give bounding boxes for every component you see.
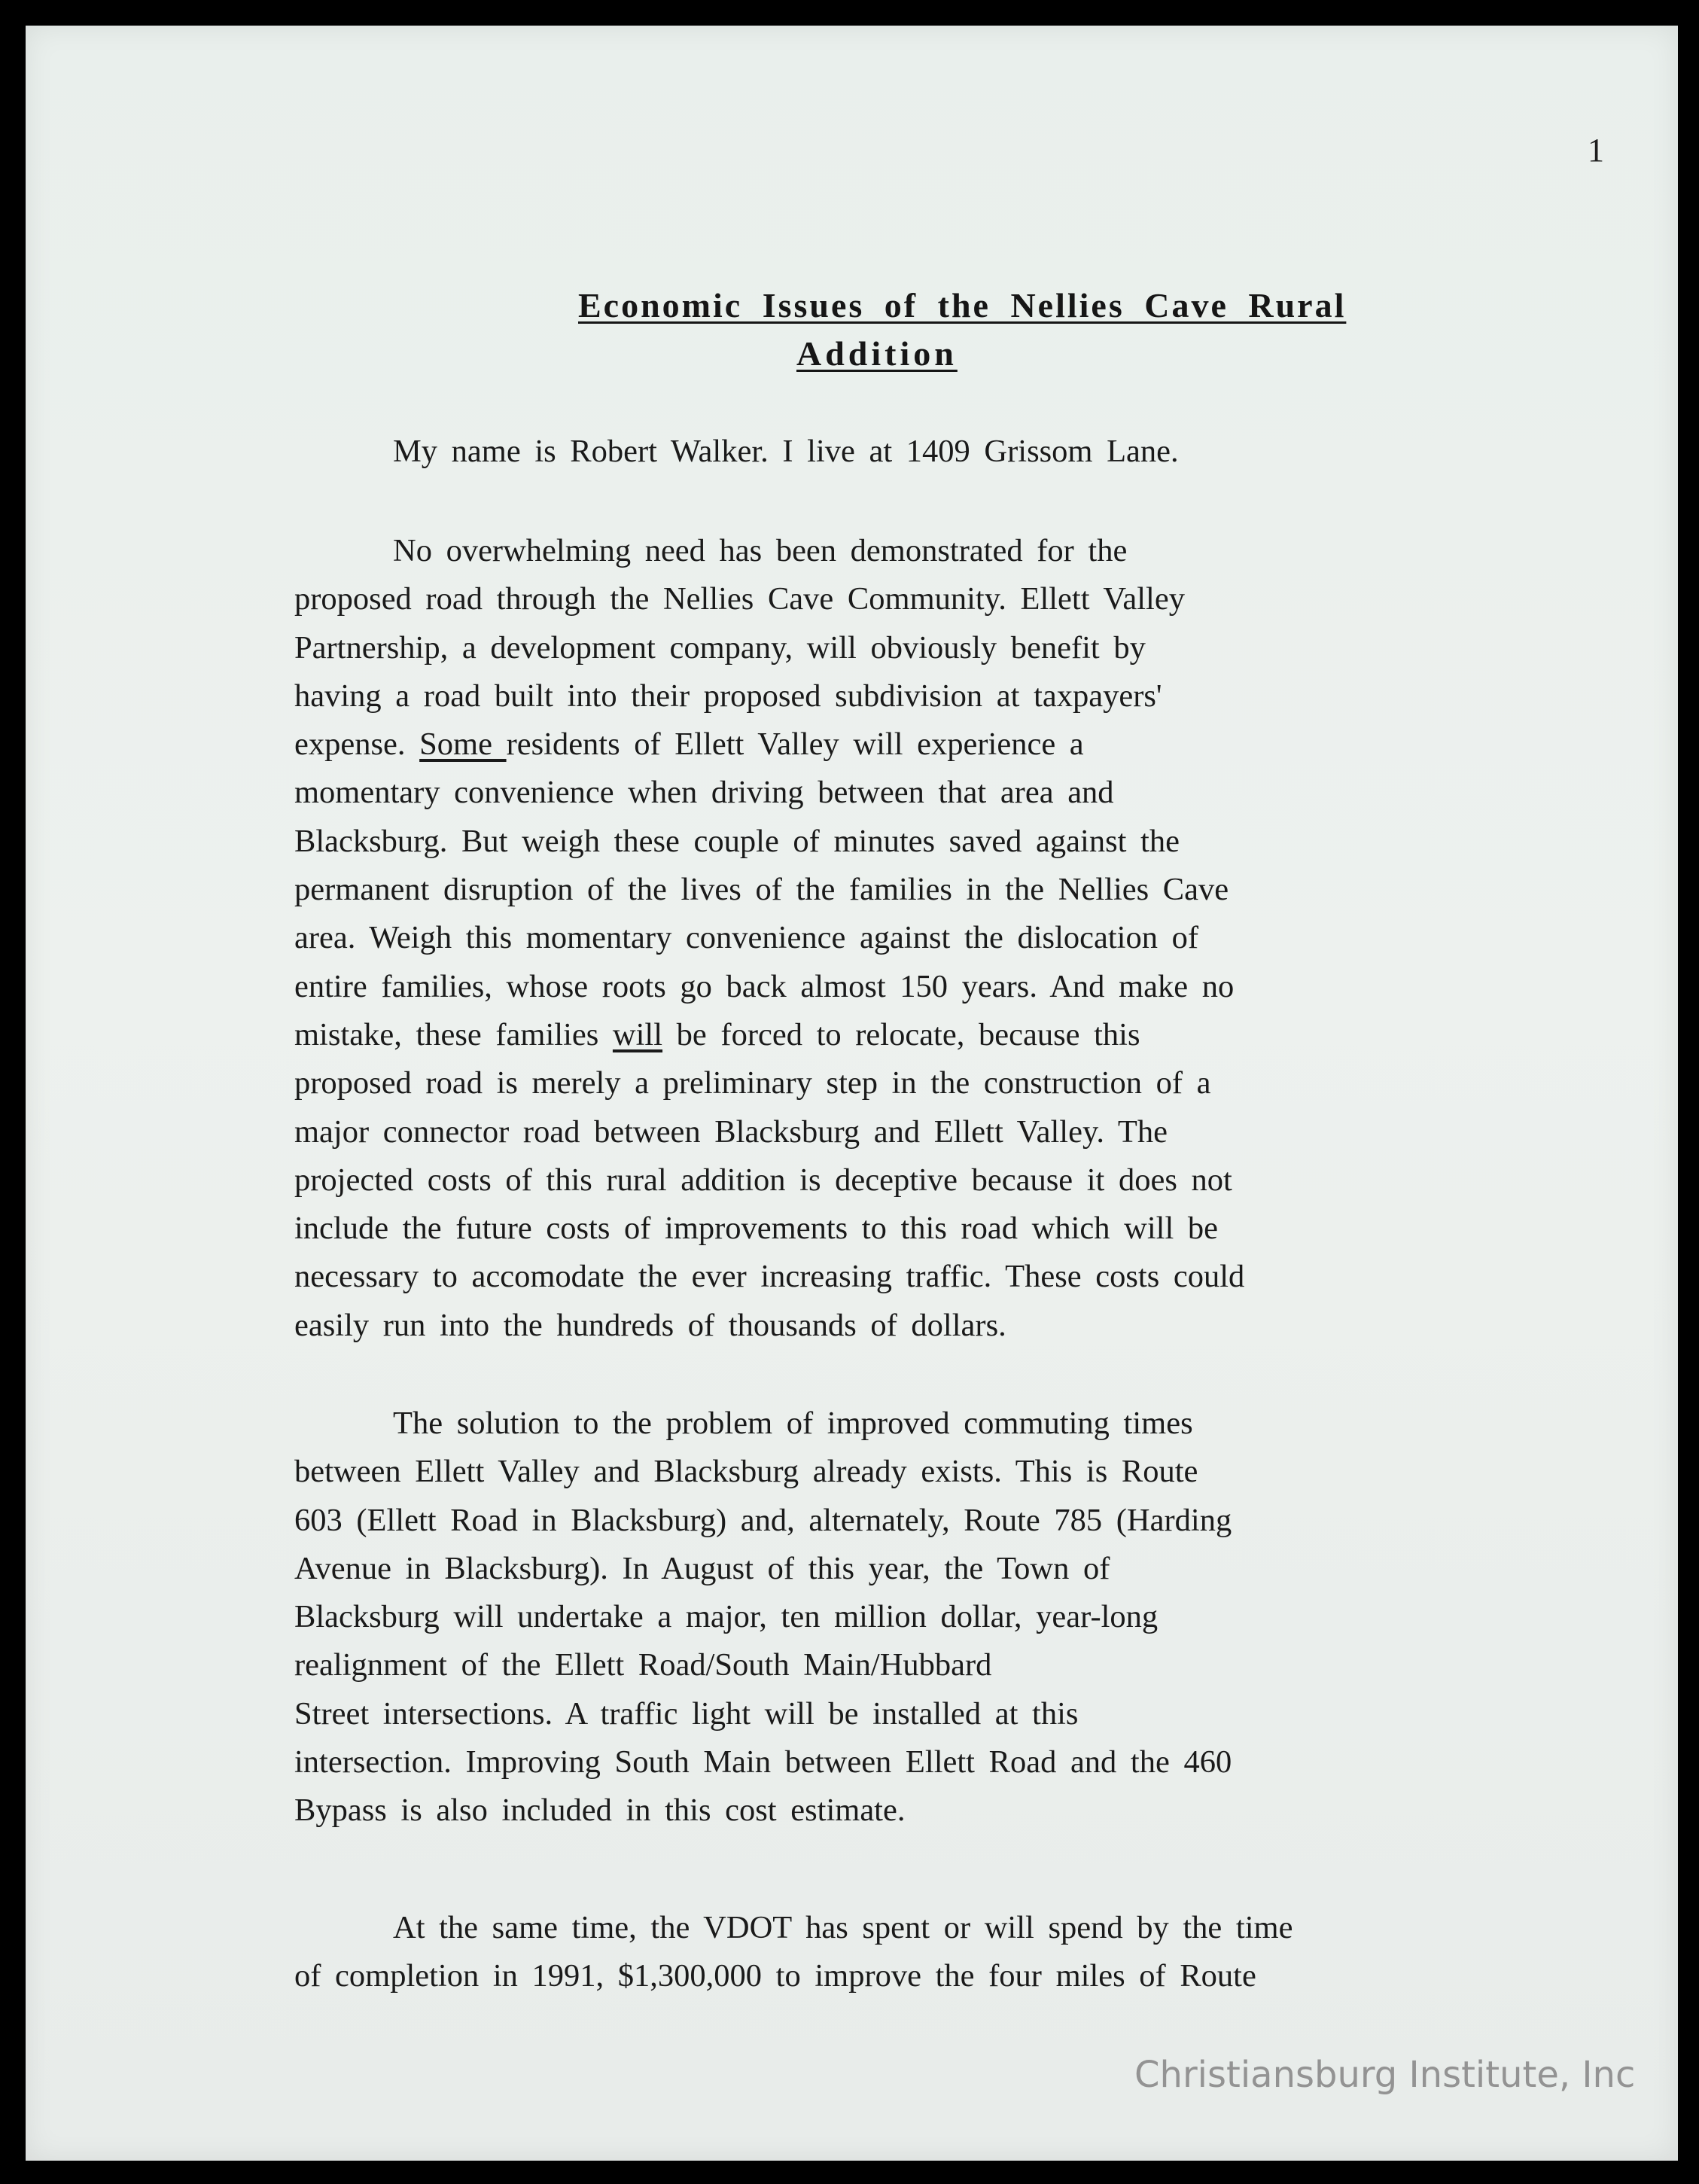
paragraph-line: Street intersections. A traffic light will be installed at this xyxy=(294,1695,1079,1732)
title-line-1: Economic Issues of the Nellies Cave Rural xyxy=(578,286,1347,324)
paragraph-line: At the same time, the VDOT has spent or will spend by the time xyxy=(393,1910,1293,1945)
line-segment: mistake, these families xyxy=(294,1016,613,1052)
paragraph-line: major connector road between Blacksburg and Ellett Valley. The xyxy=(294,1113,1168,1150)
paragraph-line: intersection. Improving South Main between Ellett Road and the 460 xyxy=(294,1744,1232,1780)
paragraph-line: necessary to accomodate the ever increasing traffic. These costs could xyxy=(294,1259,1245,1295)
watermark: Christiansburg Institute, Inc xyxy=(1134,2054,1636,2096)
paragraph-1 xyxy=(294,527,1469,1350)
line-segment: expense. xyxy=(294,726,420,763)
paragraph-line: entire families, whose roots go back almost 150 years. And make no xyxy=(294,968,1235,1004)
paragraph-2 xyxy=(294,1400,1469,1835)
intro-line: My name is Robert Walker. I live at 1409 Grissom Lane. xyxy=(393,434,1179,469)
paragraph-line: momentary convenience when driving between that area and xyxy=(294,775,1114,811)
paragraph-line: include the future costs of improvements to this road which will be xyxy=(294,1211,1218,1247)
paragraph-line: projected costs of this rural addition is deceptive because it does not xyxy=(294,1162,1232,1198)
paragraph-line: proposed road is merely a preliminary step in the construction of a xyxy=(294,1065,1211,1101)
paragraph-line: having a road built into their proposed subdivision at taxpayers' xyxy=(294,678,1162,714)
page-number: 1 xyxy=(1588,132,1604,169)
paragraph-line: easily run into the hundreds of thousands of dollars. xyxy=(294,1307,1006,1343)
paragraph-line: The solution to the problem of improved commuting times xyxy=(393,1406,1193,1441)
paragraph-line: between Ellett Valley and Blacksburg already exists. This is Route xyxy=(294,1454,1198,1490)
paragraph-line: of completion in 1991, $1,300,000 to improve the four miles of Route xyxy=(294,1958,1256,1994)
paragraph-line: Partnership, a development company, will obviously benefit by xyxy=(294,629,1146,666)
paragraph-line: permanent disruption of the lives of the families in the Nellies Cave xyxy=(294,872,1229,908)
underlined-word: will xyxy=(612,1016,663,1052)
line-segment: be forced to relocate, because this xyxy=(662,1016,1140,1052)
paragraph-line: No overwhelming need has been demonstrated for the xyxy=(393,533,1128,568)
paragraph-line xyxy=(294,1011,1469,1059)
document-title xyxy=(574,282,1394,378)
paragraph-line xyxy=(294,720,1469,769)
paragraph-line: area. Weigh this momentary convenience against the dislocation of xyxy=(294,920,1199,956)
document-page xyxy=(26,26,1678,2161)
paragraph-line: proposed road through the Nellies Cave Community. Ellett Valley xyxy=(294,581,1185,617)
intro-paragraph xyxy=(294,428,1469,476)
paragraph-line: Bypass is also included in this cost estimate. xyxy=(294,1793,906,1829)
paragraph-line: Blacksburg will undertake a major, ten million dollar, year-long xyxy=(294,1599,1159,1635)
paragraph-3 xyxy=(294,1904,1469,2001)
paragraph-line: Blacksburg. But weigh these couple of minutes saved against the xyxy=(294,823,1180,859)
paragraph-line: realignment of the Ellett Road/South Main/Hubbard xyxy=(294,1647,992,1683)
paragraph-line: Avenue in Blacksburg). In August of this year, the Town of xyxy=(294,1550,1110,1586)
title-line-2: Addition xyxy=(796,334,958,373)
line-segment: residents of Ellett Valley will experience a xyxy=(506,726,1084,763)
paragraph-line: 603 (Ellett Road in Blacksburg) and, alternately, Route 785 (Harding xyxy=(294,1502,1232,1538)
underlined-word: Some xyxy=(419,726,507,763)
